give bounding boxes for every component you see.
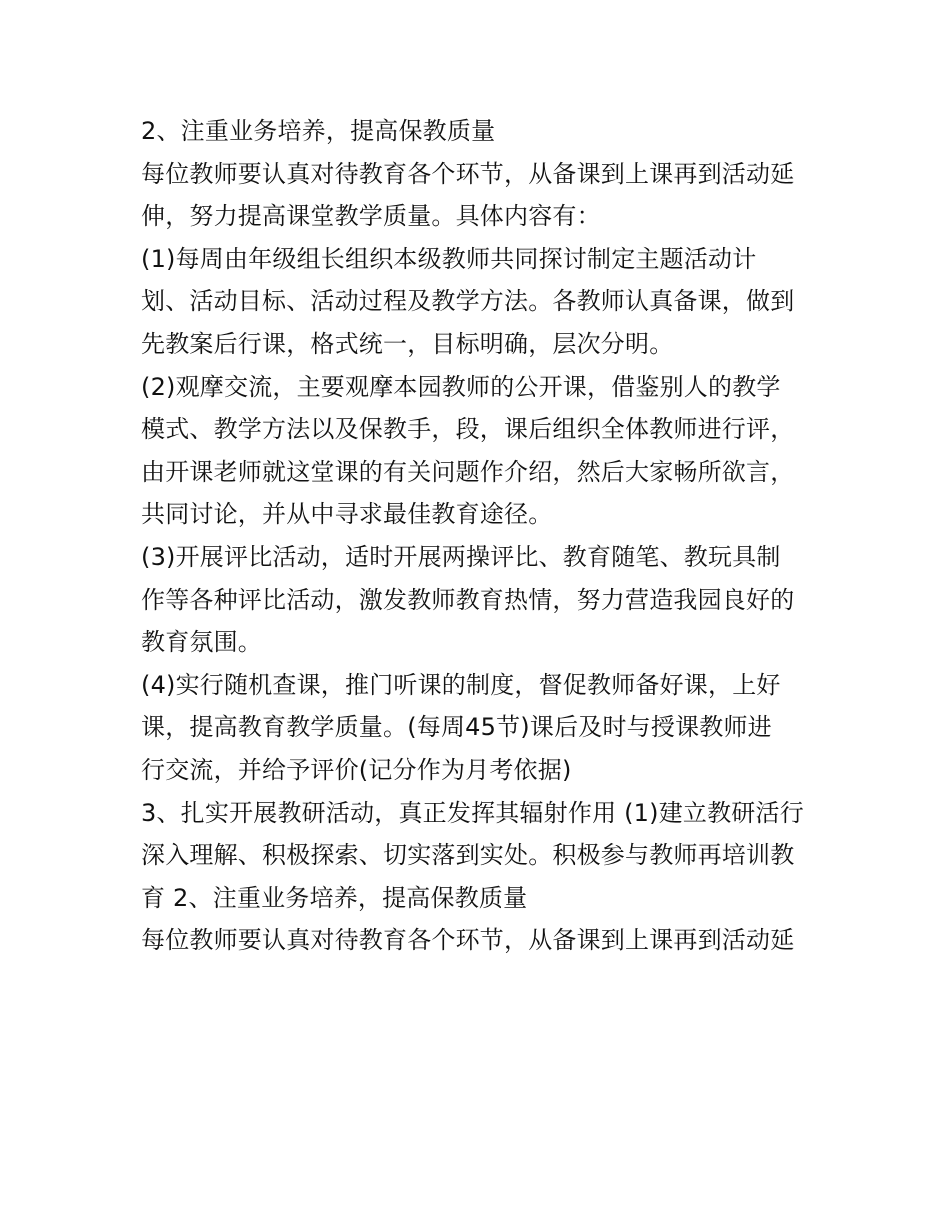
- document-body: [141, 110, 831, 962]
- text-line: 深入理解、积极探索、切实落到实处。积极参与教师再培训教: [141, 841, 795, 870]
- text-line: 伸，努力提高课堂教学质量。具体内容有：: [141, 202, 601, 231]
- text-line: 先教案后行课，格式统一，目标明确，层次分明。: [141, 329, 674, 358]
- text-line: 划、活动目标、活动过程及教学方法。各教师认真备课，做到: [141, 287, 795, 316]
- text-line: 模式、教学方法以及保教手，段，课后组织全体教师进行评，: [141, 415, 795, 444]
- text-line: 行交流，并给予评价(记分作为月考依据): [141, 755, 572, 784]
- text-line: 作等各种评比活动，激发教师教育热情，努力营造我园良好的: [141, 585, 795, 614]
- text-line: 由开课老师就这堂课的有关问题作介绍，然后大家畅所欲言，: [141, 457, 795, 486]
- text-line: (2)观摩交流，主要观摩本园教师的公开课，借鉴别人的教学: [141, 372, 781, 401]
- heading-line: 3、扎实开展教研活动，真正发挥其辐射作用 (1)建立教研活行: [141, 798, 804, 827]
- text-line: (1)每周由年级组长组织本级教师共同探讨制定主题活动计: [141, 244, 757, 273]
- text-line: 每位教师要认真对待教育各个环节，从备课到上课再到活动延: [141, 159, 795, 188]
- heading-line: 2、注重业务培养，提高保教质量: [141, 117, 496, 145]
- text-line: 课，提高教育教学质量。(每周45节)课后及时与授课教师进: [141, 713, 772, 742]
- text-line: (4)实行随机查课，推门听课的制度，督促教师备好课，上好: [141, 670, 781, 699]
- text-line: (3)开展评比活动，适时开展两操评比、教育随笔、教玩具制: [141, 542, 781, 571]
- text-line: 共同讨论，并从中寻求最佳教育途径。: [141, 500, 553, 529]
- text-line: 每位教师要认真对待教育各个环节，从备课到上课再到活动延: [141, 926, 795, 955]
- text-line: 育 2、注重业务培养，提高保教质量: [141, 883, 528, 912]
- text-line: 教育氛围。: [141, 628, 262, 657]
